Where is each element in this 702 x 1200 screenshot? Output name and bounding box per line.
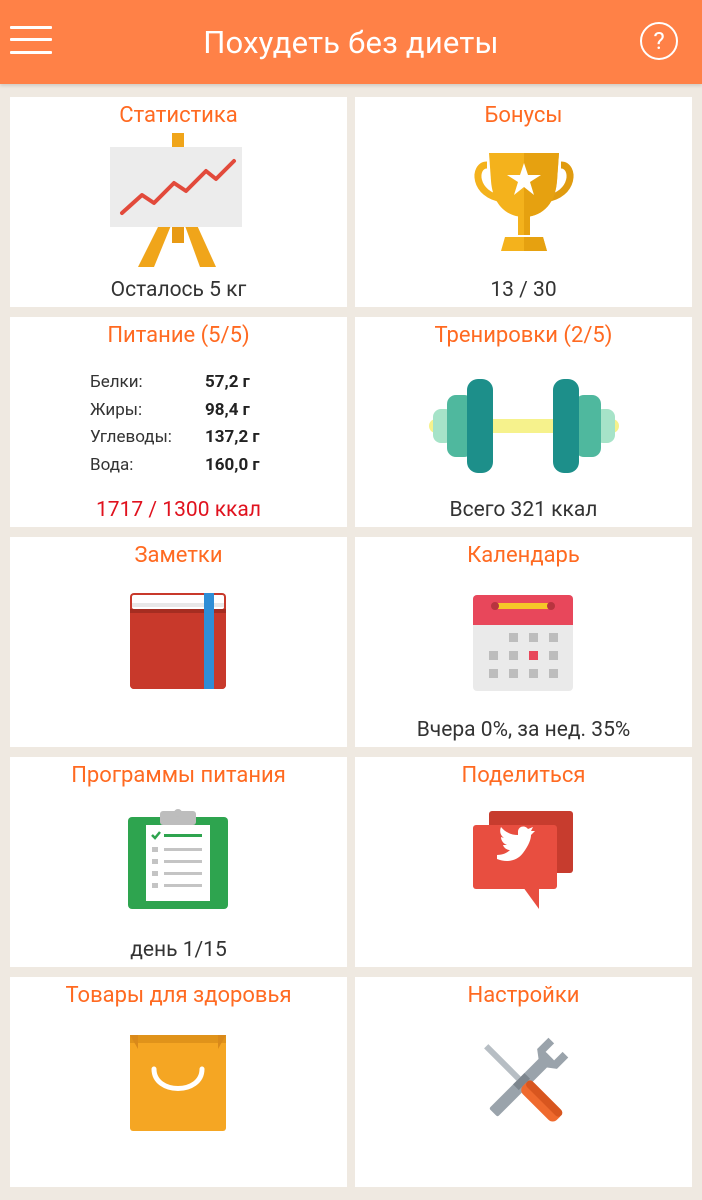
nutrient-label: Углеводы: <box>90 427 172 447</box>
notebook-icon <box>128 591 230 691</box>
tile-share[interactable] <box>355 757 692 967</box>
tile-calendar[interactable] <box>355 537 692 747</box>
tile-nutrition[interactable] <box>10 317 347 527</box>
tools-icon <box>471 1031 575 1135</box>
tile-title: Статистика <box>119 103 238 128</box>
tile-notes[interactable] <box>10 537 347 747</box>
dumbbell-icon <box>429 377 619 475</box>
tile-title: Бонусы <box>484 103 563 128</box>
nutrition-table <box>90 369 290 479</box>
app-title: Похудеть без диеты <box>203 24 499 61</box>
nutrient-value: 160,0 г <box>205 454 260 475</box>
tile-health-shop[interactable] <box>10 977 347 1187</box>
tile-title: Питание (5/5) <box>107 323 250 348</box>
nutrition-row <box>90 424 290 452</box>
tile-title: Товары для здоровья <box>65 983 292 1008</box>
nutrient-label: Белки: <box>90 372 143 392</box>
tile-subtitle: Осталось 5 кг <box>110 278 247 302</box>
tile-subtitle: Вчера 0%, за нед. 35% <box>416 718 631 742</box>
shopping-bag-icon <box>128 1029 228 1131</box>
trophy-icon <box>473 151 575 255</box>
calendar-icon <box>473 591 573 691</box>
tile-title: Поделиться <box>461 763 586 788</box>
nutrient-value: 98,4 г <box>205 399 250 420</box>
calorie-summary: 1717 / 1300 ккал <box>96 498 261 522</box>
tile-subtitle: 13 / 30 <box>490 278 557 302</box>
nutrient-value: 137,2 г <box>205 427 260 447</box>
app-bar <box>0 0 702 84</box>
nutrition-row <box>90 369 290 397</box>
tile-title: Настройки <box>467 983 580 1008</box>
nutrient-label: Жиры: <box>90 399 143 420</box>
help-icon[interactable]: ? <box>640 22 678 60</box>
tile-title: Тренировки (2/5) <box>434 323 613 348</box>
nutrient-label: Вода: <box>90 454 134 475</box>
tile-subtitle: Всего 321 ккал <box>449 498 598 522</box>
tile-nutrition-programs[interactable] <box>10 757 347 967</box>
chart-easel-icon <box>110 133 246 271</box>
clipboard-icon <box>128 807 228 909</box>
tile-settings[interactable] <box>355 977 692 1187</box>
tile-statistics[interactable] <box>10 97 347 307</box>
tile-title: Заметки <box>134 543 223 568</box>
nutrition-row <box>90 397 290 425</box>
tile-subtitle: день 1/15 <box>130 938 227 962</box>
nutrient-value: 57,2 г <box>205 372 250 392</box>
nutrition-row <box>90 452 290 480</box>
tile-bonuses[interactable] <box>355 97 692 307</box>
tile-title: Календарь <box>467 543 580 568</box>
twitter-share-icon <box>473 811 575 911</box>
tile-title: Программы питания <box>71 763 286 788</box>
tile-workouts[interactable] <box>355 317 692 527</box>
